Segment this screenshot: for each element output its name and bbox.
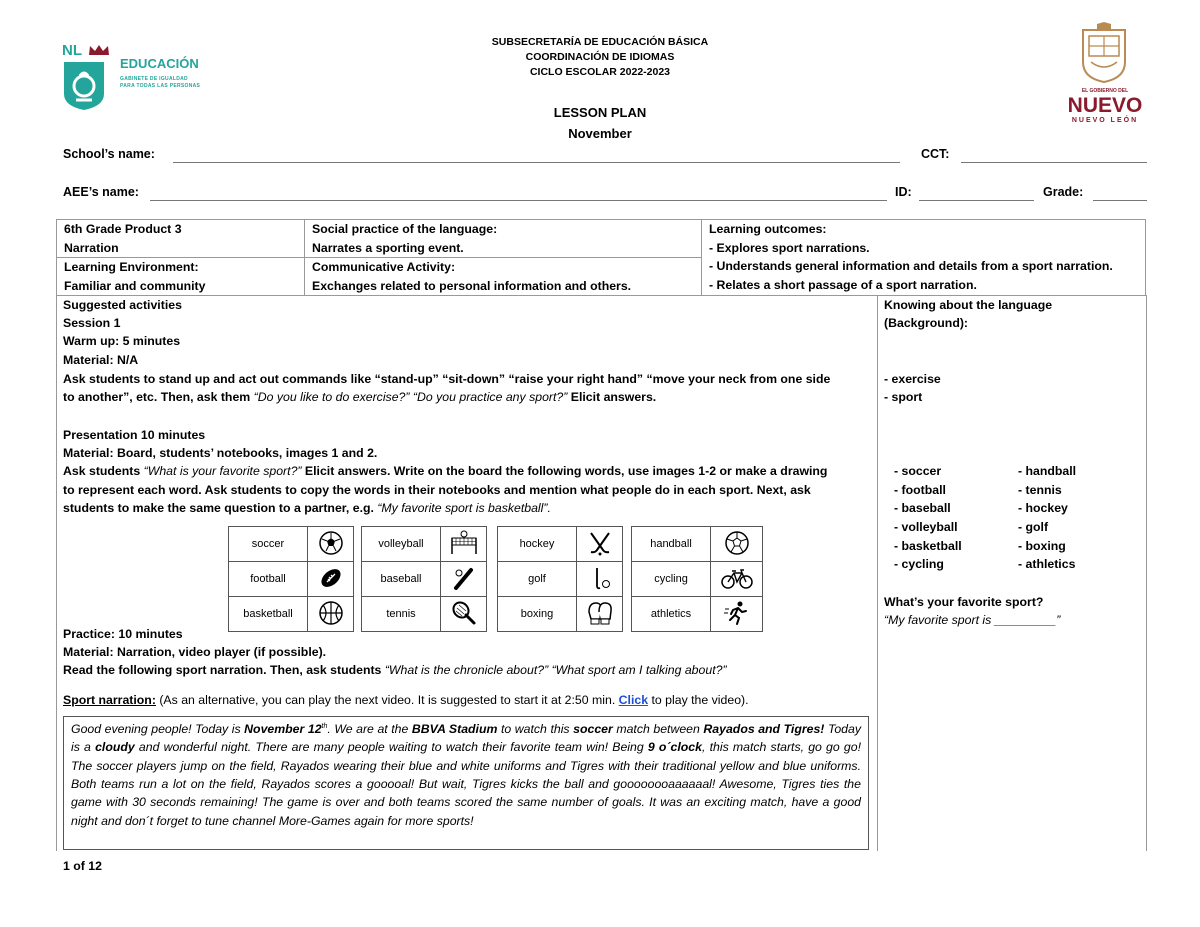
sport-label: football <box>229 562 308 597</box>
communicative-activity-cell <box>304 257 702 296</box>
pres-text-1a: Ask students <box>63 464 144 478</box>
sport-label: boxing <box>498 597 577 632</box>
sport-narration-instructions <box>63 691 749 709</box>
cct-field[interactable] <box>961 162 1147 163</box>
aee-name-label: AEE’s name: <box>63 185 139 199</box>
narration-box <box>63 716 869 850</box>
sport-label: soccer <box>229 527 308 562</box>
narr-part: match between <box>612 722 704 737</box>
sport-label: handball <box>632 527 711 562</box>
sport-label: volleyball <box>362 527 441 562</box>
outcome-item: - Explores sport narrations. <box>709 240 870 255</box>
environment-value: Familiar and community <box>64 278 206 293</box>
narr-soccer: soccer <box>573 722 613 737</box>
narr-part: Good evening people! Today is <box>71 722 245 737</box>
warmup-question: “Do you like to do exercise?” “Do you practice any sport?” <box>253 390 568 404</box>
presentation-text-2: to represent each word. Ask students to copy the words in their notebooks and mention what people do in each sport. Next, ask <box>63 483 811 497</box>
hockey-sticks-icon <box>577 527 623 562</box>
gov-line2: NUEVO <box>1067 94 1143 117</box>
sport-word: - volleyball <box>894 520 958 534</box>
bicycle-icon <box>711 562 763 597</box>
favorite-sport-answer: “My favorite sport is _________” <box>884 613 1061 627</box>
volleyball-net-icon <box>441 527 487 562</box>
soccer-ball-icon <box>308 527 354 562</box>
sport-word: - golf <box>1018 520 1049 534</box>
sports-grid-1 <box>228 526 354 632</box>
sports-grid-2 <box>361 526 487 632</box>
practice-text <box>63 661 727 679</box>
golf-icon <box>577 562 623 597</box>
sport-label: baseball <box>362 562 441 597</box>
pres-text-3a: students to make the same question to a partner, e.g. <box>63 501 378 515</box>
grade-label: Grade: <box>1043 185 1084 199</box>
background-word: - exercise <box>884 372 941 386</box>
cct-label: CCT: <box>921 147 950 161</box>
aee-name-field[interactable] <box>150 200 887 201</box>
learning-environment-cell <box>56 257 305 296</box>
narr-part: Today is a <box>71 722 862 755</box>
narr-clock: 9 o´clock <box>647 740 702 755</box>
nl-mark: NL <box>62 42 82 59</box>
narr-part: and wonderful night. There are many people waiting to watch their favorite team win! Being <box>134 740 648 755</box>
learning-outcomes-cell <box>701 219 1146 296</box>
material-1: Material: N/A <box>63 353 139 367</box>
warmup-heading: Warm up: 5 minutes <box>63 334 181 348</box>
communicative-label: Communicative Activity: <box>312 260 456 274</box>
sports-grid-3 <box>497 526 623 632</box>
narr-part: , this match starts, go go go! The soccer players jump on the field, Rayados wearing their blue and white uniforms and Tigres with their traditional yellow and blue uniforms. Both teams run a lot on the field, Rayados scores a gooooal! But wait, Tigres kicks the ball and goooooooaaaaaal! Awesome, Tigres ties the game with 30 seconds remaining! The game is over and both teams scored the same number of goals. It was an exciting match, have a good night and don´t forget to tune channel More-Games again for more sports! <box>71 740 862 828</box>
tennis-racket-icon <box>441 597 487 632</box>
video-link[interactable]: Click <box>618 693 649 707</box>
practice-heading: Practice: 10 minutes <box>63 627 183 641</box>
sport-label: cycling <box>632 562 711 597</box>
sport-word: - cycling <box>894 557 944 571</box>
presentation-heading: Presentation 10 minutes <box>63 428 206 442</box>
basketball-icon <box>308 597 354 632</box>
lesson-plan-title: LESSON PLAN <box>553 105 647 120</box>
football-icon <box>308 562 354 597</box>
sport-narration-label: Sport narration: <box>63 693 156 707</box>
sport-word: - hockey <box>1018 501 1068 515</box>
warmup-text-2b: Elicit answers. <box>567 390 657 404</box>
header-line-1: SUBSECRETARÍA DE EDUCACIÓN BÁSICA <box>491 36 709 48</box>
background-title-2: (Background): <box>884 316 969 330</box>
narr-part: to watch this <box>497 722 574 737</box>
warmup-text-2a: to another”, etc. Then, ask them <box>63 390 254 404</box>
narr-date: November 12 <box>244 722 322 737</box>
sport-narration-text-a: (As an alternative, you can play the next video. It is suggested to start it at 2:50 min. <box>155 693 619 707</box>
gov-line1: EL GOBIERNO DEL <box>1081 88 1129 94</box>
sport-word: - handball <box>1018 464 1077 478</box>
pres-question: “What is your favorite sport?” <box>143 464 302 478</box>
baseball-bat-icon <box>441 562 487 597</box>
social-practice-label: Social practice of the language: <box>312 222 498 236</box>
school-name-label: School’s name: <box>63 147 155 161</box>
sport-word: - athletics <box>1018 557 1076 571</box>
material-2: Material: Board, students’ notebooks, images 1 and 2. <box>63 446 378 460</box>
practice-questions: “What is the chronicle about?” “What sport am I talking about?” <box>384 663 727 677</box>
pres-text-1b: Elicit answers. Write on the board the following words, use images 1-2 or make a drawing <box>301 464 828 478</box>
session-heading: Session 1 <box>63 316 121 330</box>
presentation-text-1 <box>63 462 827 480</box>
background-title-1: Knowing about the language <box>884 298 1053 312</box>
narr-stadium: BBVA Stadium <box>411 722 498 737</box>
id-label: ID: <box>895 185 912 199</box>
school-name-field[interactable] <box>173 162 900 163</box>
boxing-gloves-icon <box>577 597 623 632</box>
product-label: 6th Grade Product 3 <box>64 222 182 236</box>
outcome-item: - Relates a short passage of a sport narration. <box>709 277 977 292</box>
grade-field[interactable] <box>1093 200 1147 201</box>
sport-word: - boxing <box>1018 539 1066 553</box>
product-cell <box>56 219 305 258</box>
narration-label: Narration <box>64 240 119 255</box>
suggested-activities-heading: Suggested activities <box>63 298 182 312</box>
environment-label: Learning Environment: <box>64 260 199 274</box>
sport-word: - baseball <box>894 501 951 515</box>
social-practice-value: Narrates a sporting event. <box>312 240 464 255</box>
narr-part: . We are at the <box>327 722 412 737</box>
narr-cloudy: cloudy <box>95 740 135 755</box>
month-title: November <box>568 126 632 141</box>
gov-line3: NUEVO LEÓN <box>1071 117 1139 124</box>
tagline-2: PARA TODAS LAS PERSONAS <box>120 83 201 89</box>
sport-label: hockey <box>498 527 577 562</box>
narr-teams: Rayados and Tigres! <box>703 722 825 737</box>
practice-text-a: Read the following sport narration. Then, ask students <box>63 663 385 677</box>
favorite-sport-question: What’s your favorite sport? <box>884 595 1044 609</box>
outcome-item: - Understands general information and details from a sport narration. <box>709 259 1113 274</box>
runner-icon <box>711 597 763 632</box>
sport-label: golf <box>498 562 577 597</box>
id-field[interactable] <box>919 200 1034 201</box>
header-line-3: CICLO ESCOLAR 2022-2023 <box>529 66 671 78</box>
warmup-text-2 <box>63 388 656 406</box>
learning-outcomes-label: Learning outcomes: <box>709 222 827 236</box>
brand-name: EDUCACIÓN <box>120 56 199 71</box>
communicative-value: Exchanges related to personal information and others. <box>312 278 632 293</box>
sport-label: basketball <box>229 597 308 632</box>
handball-icon <box>711 527 763 562</box>
tagline-1: GABINETE DE IGUALDAD <box>120 76 188 82</box>
warmup-text-1: Ask students to stand up and act out commands like “stand-up” “sit-down” “raise your right hand” “move your neck from one side <box>63 372 831 386</box>
sport-word: - football <box>894 483 946 497</box>
sport-word: - soccer <box>894 464 942 478</box>
sport-label: athletics <box>632 597 711 632</box>
sport-word: - tennis <box>1018 483 1062 497</box>
sport-label: tennis <box>362 597 441 632</box>
page-number: 1 of 12 <box>63 859 102 873</box>
background-word: - sport <box>884 390 923 404</box>
sports-grid-4 <box>631 526 763 632</box>
social-practice-cell <box>304 219 702 258</box>
sport-narration-text-b: to play the video). <box>648 693 749 707</box>
sport-word: - basketball <box>894 539 962 553</box>
narr-sup: th <box>321 723 328 730</box>
pres-example: “My favorite sport is basketball”. <box>377 501 551 515</box>
material-3: Material: Narration, video player (if possible). <box>63 645 327 659</box>
presentation-text-3 <box>63 499 551 517</box>
header-line-2: COORDINACIÓN DE IDIOMAS <box>525 51 675 63</box>
